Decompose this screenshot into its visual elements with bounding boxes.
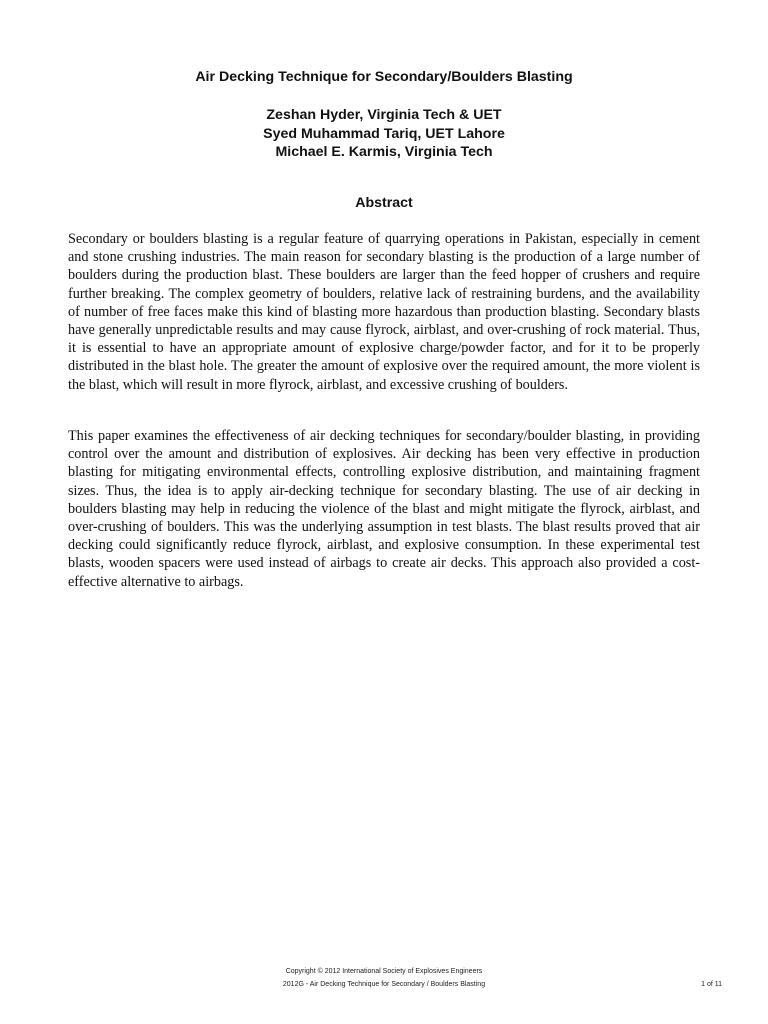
running-title: 2012G - Air Decking Technique for Secondary / Boulders Blasting: [282, 981, 486, 988]
abstract-heading: Abstract: [355, 195, 413, 211]
author-list: [0, 106, 768, 162]
paper-title: Air Decking Technique for Secondary/Boulders Blasting: [195, 69, 573, 85]
page-number: 1 of 11: [701, 981, 722, 988]
author-line: Zeshan Hyder, Virginia Tech & UET: [266, 107, 502, 123]
author-line: Syed Muhammad Tariq, UET Lahore: [263, 125, 505, 142]
abstract-paragraph: Secondary or boulders blasting is a regular feature of quarrying operations in Pakistan, especially in cement and stone crushing industries. The main reason for secondary blasting is the production of a large number of boulders during the production blast. These boulders are larger than the feed hopper of crushers and require further breaking. The complex geometry of boulders, relative lack of restraining burdens, and the availability of number of free faces make this kind of blasting more hazardous than production blasting. Secondary blasts have generally unpredictable results and may cause flyrock, airblast, and over-crushing of rock material. Thus, it is essential to have an appropriate amount of explosive charge/powder factor, and for it to be properly distributed in the blast hole. The greater the amount of explosive over the required amount, the more violent is the blast, which will result in more flyrock, airblast, and excessive crushing of boulders.: [68, 231, 700, 393]
abstract-paragraph: This paper examines the effectiveness of air decking techniques for secondary/boulder blasting, in providing control over the amount and distribution of explosives. Air decking has been very effective in production blasting for mitigating environmental effects, controlling explosive distribution, and maintaining fragment sizes. Thus, the idea is to apply air-decking technique for secondary blasting. The use of air decking in boulders blasting may help in reducing the violence of the blast and might mitigate the flyrock, airblast, and over-crushing of boulders. This was the underlying assumption in test blasts. The blast results proved that air decking could significantly reduce flyrock, airblast, and explosive consumption. In these experimental test blasts, wooden spacers were used instead of airbags to create air decks. This approach also provided a cost-effective alternative to airbags.: [68, 428, 700, 590]
author-line: Michael E. Karmis, Virginia Tech: [275, 144, 493, 160]
copyright-notice: Copyright © 2012 International Society of Explosives Engineers: [285, 968, 483, 975]
